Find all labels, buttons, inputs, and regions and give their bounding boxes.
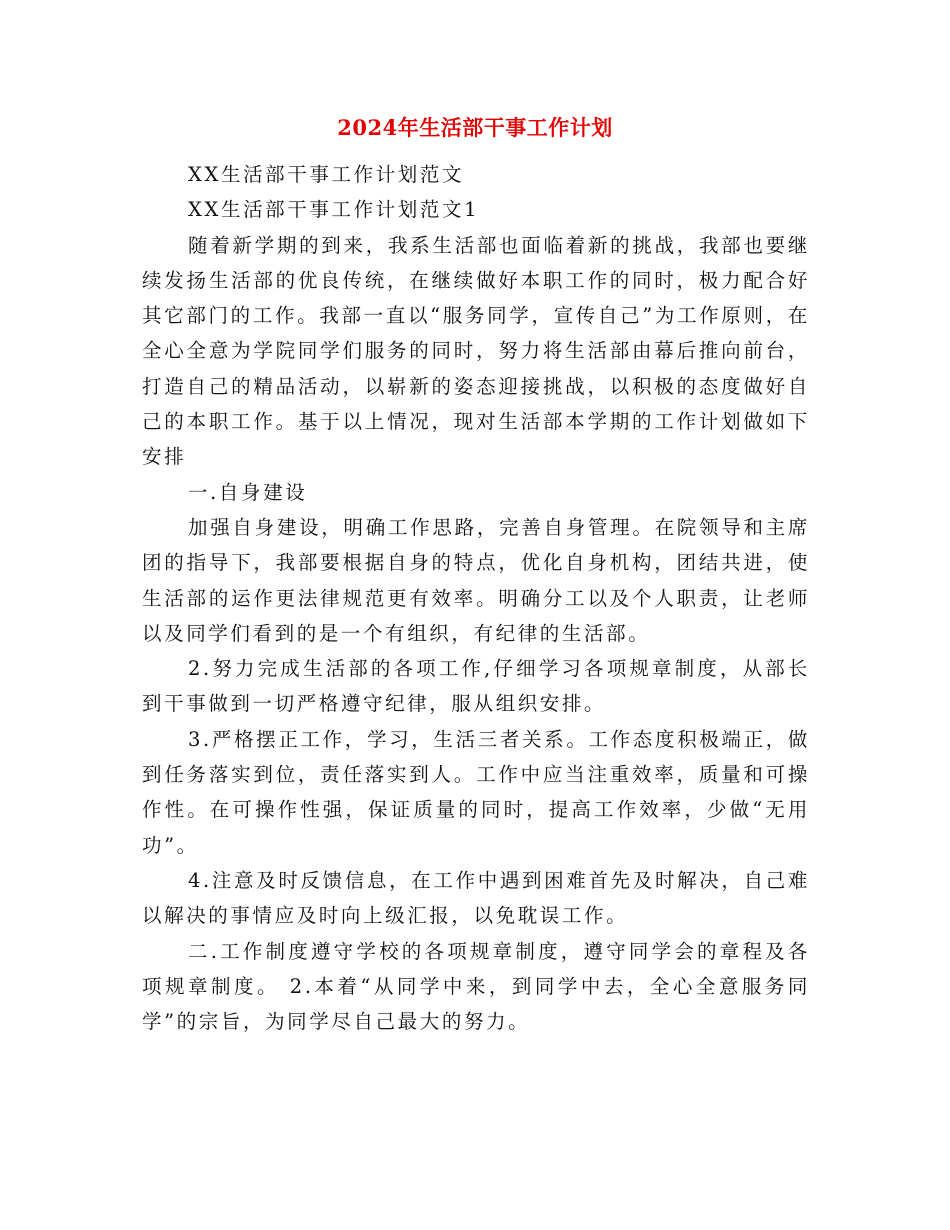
document-body [142,157,810,1039]
paragraph-intro: 随着新学期的到来，我系生活部也面临着新的挑战，我部也要继续发扬生活部的优良传统，在继续做好本职工作的同时，极力配合好其它部门的工作。我部一直以“服务同学，宣传自己”为工作原则，在全心全意为学院同学们服务的同时，努力将生活部由幕后推向前台，打造自己的精品活动，以崭新的姿态迎接挑战，以积极的态度做好自己的本职工作。基于以上情况，现对生活部本学期的工作计划做如下安排 [142,233,810,469]
document-title: 2024年生活部干事工作计划 [337,115,613,140]
section-heading-self-building: 一.自身建设 [188,480,308,504]
paragraph-item-3: 3.严格摆正工作，学习，生活三者关系。工作态度积极端正，做到任务落实到位，责任落实到人。工作中应当注重效率，质量和可操作性。在可操作性强，保证质量的同时，提高工作效率，少做“无用功”。 [142,727,810,857]
paragraph-item-4: 4.注意及时反馈信息，在工作中遇到困难首先及时解决，自己难以解决的事情应及时向上级汇报，以免耽误工作。 [142,868,810,928]
paragraph-item-2: 2.努力完成生活部的各项工作,仔细学习各项规章制度，从部长到干事做到一切严格遵守纪律，服从组织安排。 [142,657,810,716]
paragraph-work-rules: 二.工作制度遵守学校的各项规章制度，遵守同学会的章程及各项规章制度。 2.本着“从同学中来，到同学中去，全心全意服务同学”的宗旨，为同学尽自己最大的努力。 [142,939,810,1034]
paragraph-heading-2: XX生活部干事工作计划范文1 [188,198,480,222]
paragraph-heading-1: XX生活部干事工作计划范文 [188,163,465,186]
paragraph-self-building: 加强自身建设，明确工作思路，完善自身管理。在院领导和主席团的指导下，我部要根据自身的特点，优化自身机构，团结共进，使生活部的运作更法律规范更有效率。明确分工以及个人职责，让老师以及同学们看到的是一个有组织，有纪律的生活部。 [142,515,810,645]
